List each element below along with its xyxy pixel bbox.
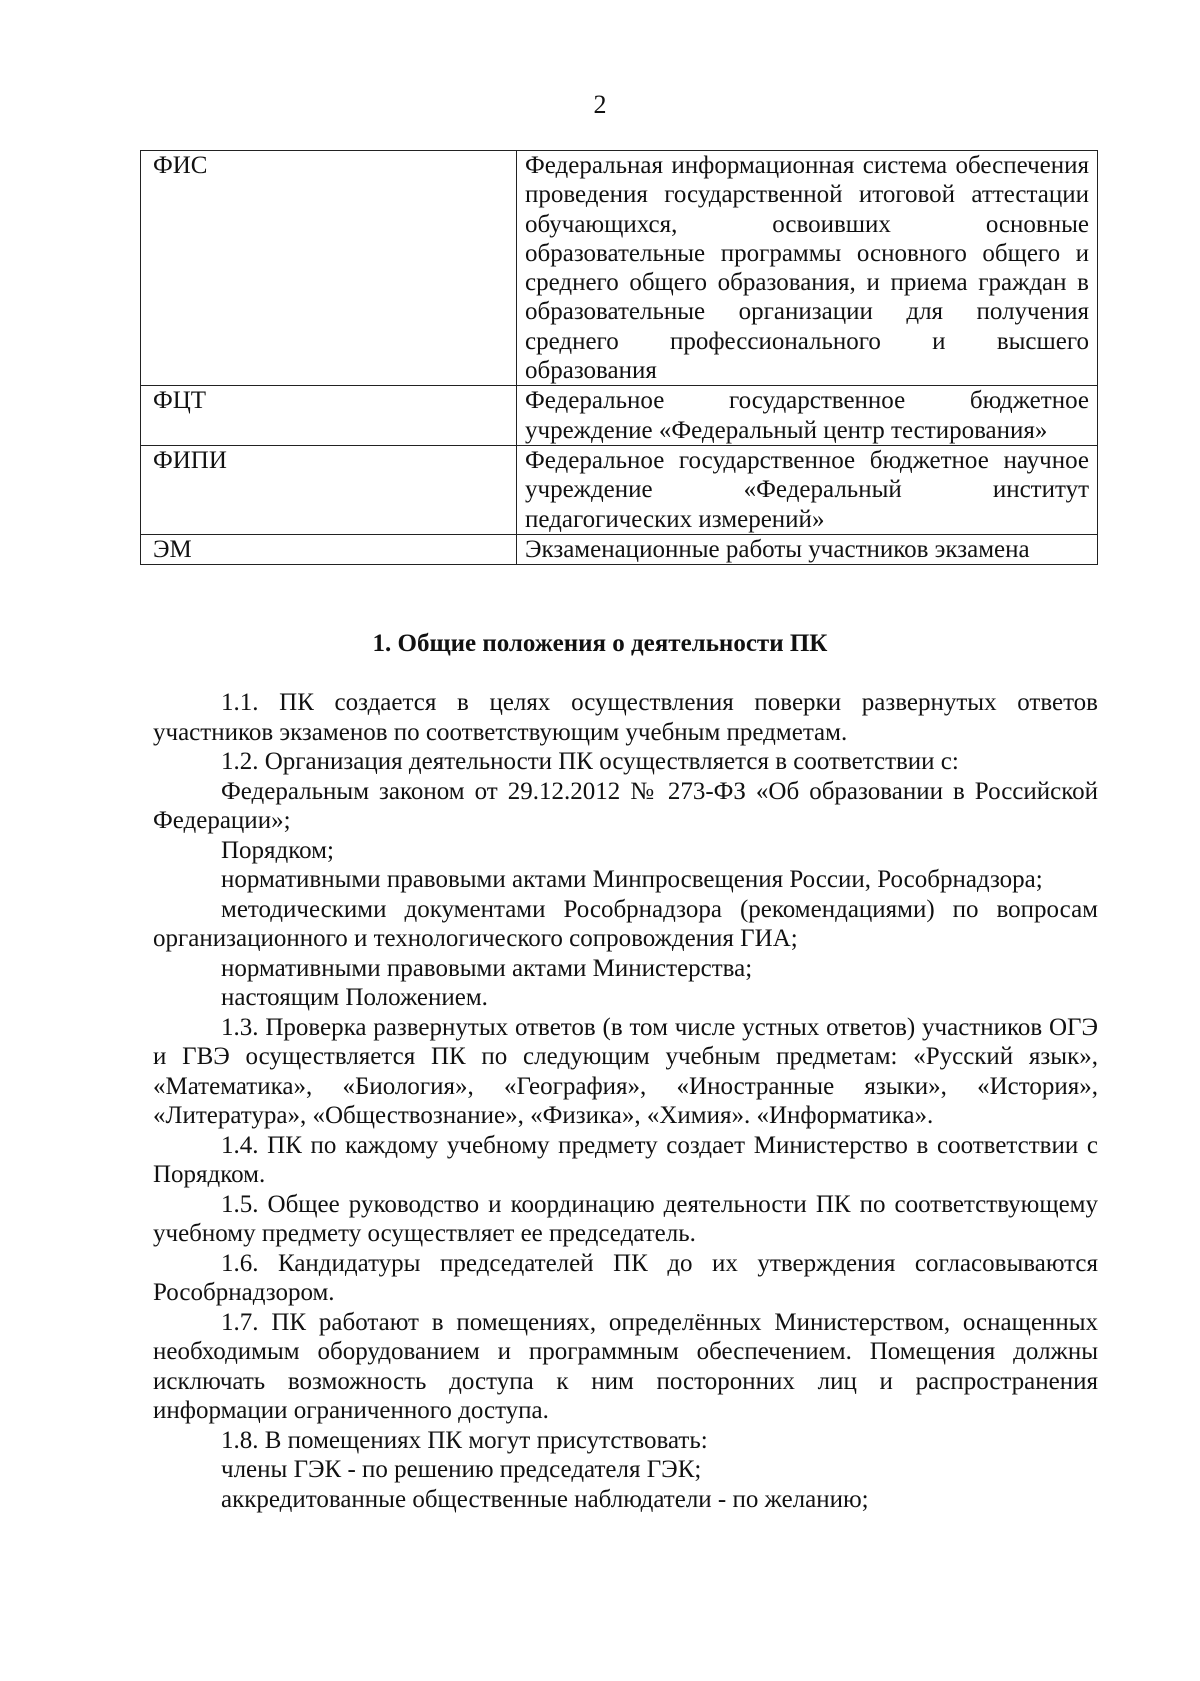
abbreviation-definition: Федеральное государственное бюджетное научное учреждение «Федеральный институт педагогических измерений» [517,445,1098,534]
list-item: нормативными правовыми актами Минпросвещения России, Рособрнадзора; [221,866,1043,893]
abbreviation-term: ФИС [141,151,517,386]
paragraph-1-7: 1.7. ПК работают в помещениях, определённых Министерством, оснащенных необходимым оборудованием и программным обеспечением. Помещения должны исключать возможность доступа к ним посторонних лиц и распространения информации ограниченного доступа. [153,1308,1098,1424]
abbreviation-definition: Экзаменационные работы участников экзамена [517,534,1098,564]
abbreviations-table [140,150,1098,565]
abbreviation-definition: Федеральная информационная система обеспечения проведения государственной итоговой аттестации обучающихся, освоивших основные образовательные программы основного общего и среднего общего образования, и приема граждан в образовательные организации для получения среднего профессионального и высшего образования [517,151,1098,386]
list-item: Федеральным законом от 29.12.2012 № 273-ФЗ «Об образовании в Российской Федерации»; [153,777,1098,834]
abbreviation-term: ЭМ [141,534,517,564]
section-body [153,688,1098,1514]
page-number: 2 [593,90,607,119]
paragraph-1-6: 1.6. Кандидатуры председателей ПК до их утверждения согласовываются Рособрнадзором. [153,1249,1098,1306]
paragraph-1-3: 1.3. Проверка развернутых ответов (в том числе устных ответов) участников ОГЭ и ГВЭ осуществляется ПК по следующим учебным предметам: «Русский язык», «Математика», «Биология», «География», «Иностранные языки», «История», «Литература», «Обществознание», «Физика», «Химия». «Информатика». [153,1013,1098,1129]
paragraph-1-4: 1.4. ПК по каждому учебному предмету создает Министерство в соответствии с Порядком. [153,1131,1098,1188]
list-item: настоящим Положением. [221,984,488,1011]
list-item: методическими документами Рособрнадзора (рекомендациями) по вопросам организационного и технологического сопровождения ГИА; [153,895,1098,952]
list-item: Порядком; [221,836,334,864]
table-row [141,386,1098,446]
table-row [141,534,1098,564]
list-item: аккредитованные общественные наблюдатели - по желанию; [221,1485,869,1513]
abbreviation-definition: Федеральное государственное бюджетное учреждение «Федеральный центр тестирования» [517,386,1098,446]
list-item: нормативными правовыми актами Министерства; [221,954,753,982]
table-row [141,445,1098,534]
paragraph-1-5: 1.5. Общее руководство и координацию деятельности ПК по соответствующему учебному предмету осуществляет ее председатель. [153,1190,1098,1247]
abbreviation-term: ФЦТ [141,386,517,446]
paragraph-1-1: 1.1. ПК создается в целях осуществления поверки развернутых ответов участников экзаменов по соответствующим учебным предметам. [153,689,1098,746]
section-heading: 1. Общие положения о деятельности ПК [372,630,828,657]
paragraph-1-8: 1.8. В помещениях ПК могут присутствовать: [221,1426,708,1454]
abbreviation-term: ФИПИ [141,445,517,534]
list-item: члены ГЭК - по решению председателя ГЭК; [221,1456,702,1483]
table-row [141,151,1098,386]
paragraph-1-2: 1.2. Организация деятельности ПК осуществляется в соответствии с: [221,748,959,775]
